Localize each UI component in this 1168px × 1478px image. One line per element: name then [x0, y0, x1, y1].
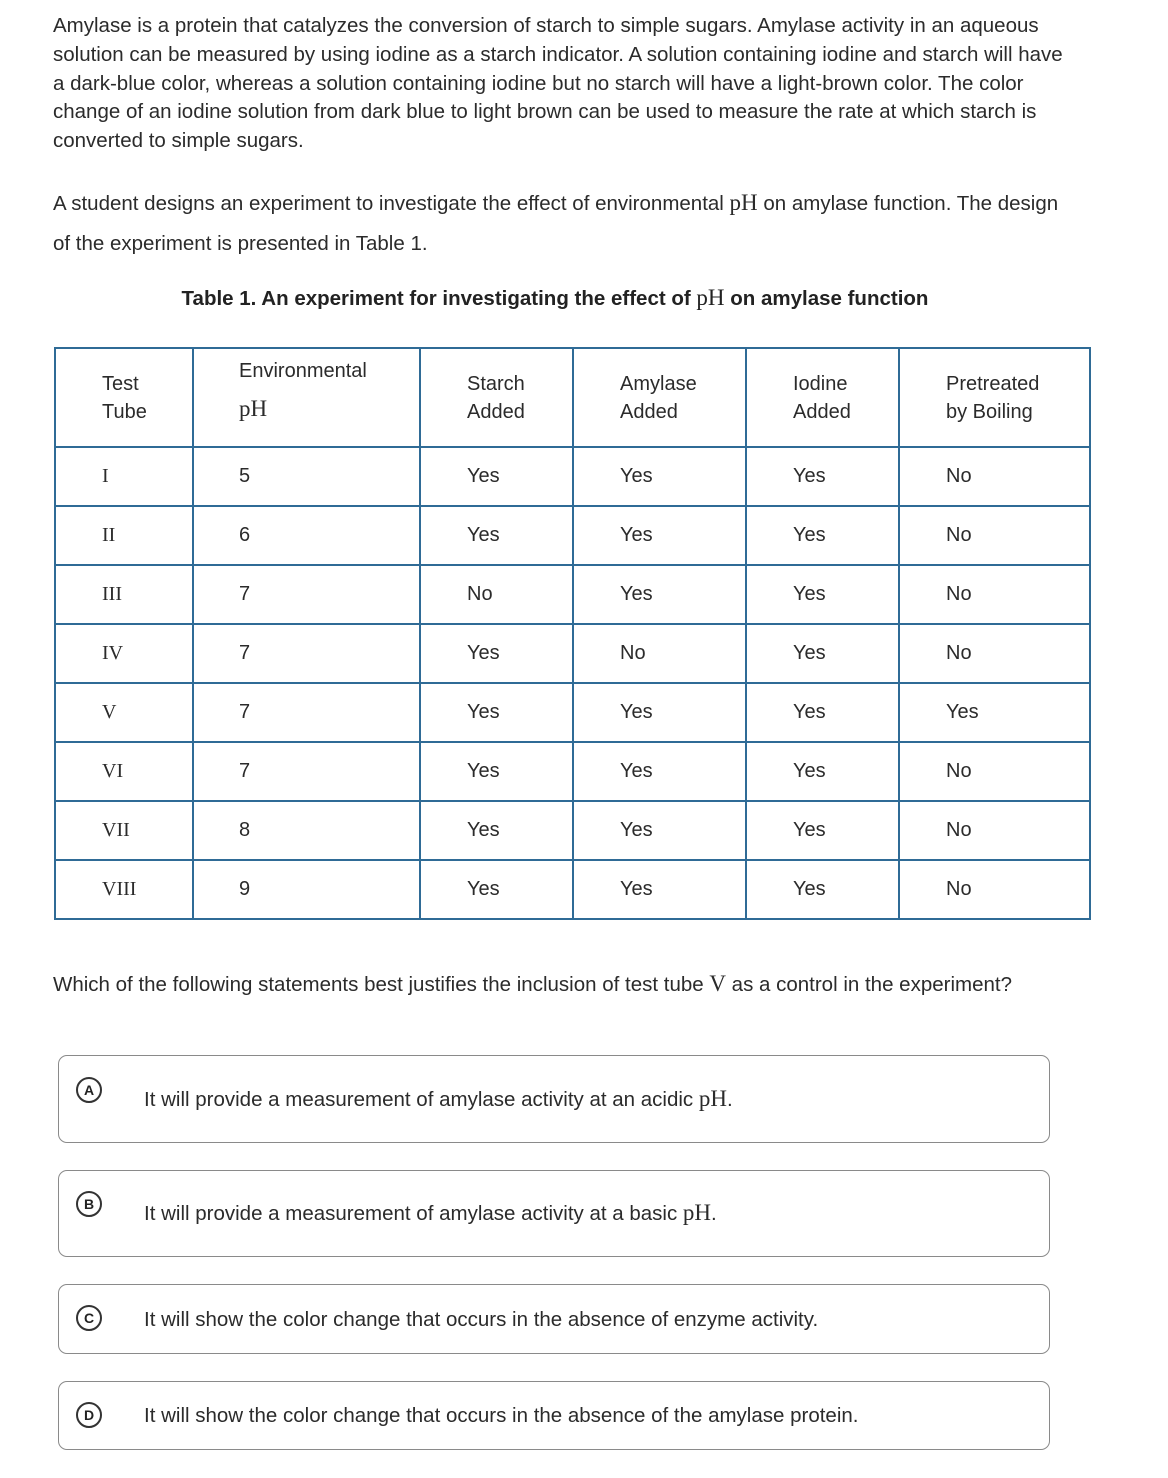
cell-ph: 5: [193, 447, 420, 506]
header-environmental-ph: Environmental pH: [193, 348, 420, 447]
cell-boiled: Yes: [899, 683, 1090, 742]
table-row: [55, 447, 1090, 506]
experiment-table: [54, 347, 1091, 920]
cell-ph: 9: [193, 860, 420, 919]
answer-option-d[interactable]: [58, 1381, 1050, 1450]
header-amylase-added: Amylase Added: [573, 348, 746, 447]
cell-boiled: No: [899, 506, 1090, 565]
cell-iodine: Yes: [746, 683, 899, 742]
cell-starch: Yes: [420, 860, 573, 919]
cell-ph: 7: [193, 683, 420, 742]
cell-tube: VI: [55, 742, 193, 801]
table-title-after: on amylase function: [724, 287, 929, 310]
cell-ph: 7: [193, 565, 420, 624]
table-row: [55, 742, 1090, 801]
question-text-after: as a control in the experiment?: [725, 973, 1012, 996]
cell-amylase: Yes: [573, 565, 746, 624]
cell-boiled: No: [899, 565, 1090, 624]
question-tube-label: V: [709, 971, 726, 996]
table-title-before: Table 1. An experiment for investigating the effect of: [181, 287, 697, 310]
table-row: [55, 683, 1090, 742]
option-letter-badge: C: [76, 1305, 102, 1331]
passage-paragraph-1: Amylase is a protein that catalyzes the conversion of starch to simple sugars. Amylase activity in an aqueous solution can be measured by using iodine as a starch indicator. A solution containing iodine and starch will have a dark-blue color, whereas a solution containing iodine but no starch will have a light-brown color. The color change of an iodine solution from dark blue to light brown can be used to measure the rate at which starch is converted to simple sugars.: [53, 14, 1063, 153]
option-text: It will provide a measurement of amylase activity at an acidic pH.: [144, 1086, 733, 1111]
cell-starch: Yes: [420, 447, 573, 506]
answer-option-a[interactable]: [58, 1055, 1050, 1143]
cell-starch: Yes: [420, 742, 573, 801]
cell-tube: IV: [55, 624, 193, 683]
header-pretreated-by-boiling: Pretreated by Boiling: [899, 348, 1090, 447]
cell-amylase: Yes: [573, 447, 746, 506]
cell-iodine: Yes: [746, 860, 899, 919]
header-test-tube: Test Tube: [55, 348, 193, 447]
cell-iodine: Yes: [746, 624, 899, 683]
cell-tube: II: [55, 506, 193, 565]
cell-amylase: Yes: [573, 860, 746, 919]
table-row: [55, 506, 1090, 565]
cell-tube: VII: [55, 801, 193, 860]
cell-starch: Yes: [420, 506, 573, 565]
cell-tube: I: [55, 447, 193, 506]
cell-amylase: No: [573, 624, 746, 683]
cell-starch: No: [420, 565, 573, 624]
cell-tube: V: [55, 683, 193, 742]
cell-starch: Yes: [420, 683, 573, 742]
cell-ph: 7: [193, 624, 420, 683]
cell-boiled: No: [899, 801, 1090, 860]
cell-boiled: No: [899, 624, 1090, 683]
cell-boiled: No: [899, 742, 1090, 801]
paragraph-2-ph: pH: [729, 190, 758, 215]
header-iodine-added: Iodine Added: [746, 348, 899, 447]
option-text: It will provide a measurement of amylase activity at a basic pH.: [144, 1200, 717, 1225]
cell-iodine: Yes: [746, 801, 899, 860]
answer-option-b[interactable]: [58, 1170, 1050, 1257]
question-stem: [53, 969, 1103, 1000]
option-text: It will show the color change that occurs in the absence of the amylase protein.: [144, 1404, 859, 1427]
cell-iodine: Yes: [746, 565, 899, 624]
table-row: [55, 860, 1090, 919]
option-letter-badge: D: [76, 1402, 102, 1428]
cell-amylase: Yes: [573, 683, 746, 742]
cell-ph: 7: [193, 742, 420, 801]
cell-amylase: Yes: [573, 801, 746, 860]
cell-tube: VIII: [55, 860, 193, 919]
table-title: [0, 283, 1110, 314]
cell-iodine: Yes: [746, 742, 899, 801]
table-row: [55, 565, 1090, 624]
table-row: [55, 801, 1090, 860]
cell-starch: Yes: [420, 624, 573, 683]
table-header-row: [55, 348, 1090, 447]
cell-ph: 8: [193, 801, 420, 860]
cell-starch: Yes: [420, 801, 573, 860]
cell-tube: III: [55, 565, 193, 624]
passage-paragraph-2: [53, 183, 1063, 264]
cell-boiled: No: [899, 860, 1090, 919]
table-row: [55, 624, 1090, 683]
header-starch-added: Starch Added: [420, 348, 573, 447]
option-text: It will show the color change that occurs in the absence of enzyme activity.: [144, 1308, 819, 1331]
paragraph-2-text-after: on amylase function. The design of the experiment is presented in Table 1.: [53, 192, 1059, 255]
answer-option-c[interactable]: [58, 1284, 1050, 1354]
cell-ph: 6: [193, 506, 420, 565]
cell-iodine: Yes: [746, 447, 899, 506]
cell-iodine: Yes: [746, 506, 899, 565]
question-text-before: Which of the following statements best justifies the inclusion of test tube: [53, 973, 710, 996]
paragraph-2-text-before: A student designs an experiment to investigate the effect of environmental: [53, 192, 730, 215]
cell-boiled: No: [899, 447, 1090, 506]
cell-amylase: Yes: [573, 742, 746, 801]
option-letter-badge: A: [76, 1077, 102, 1103]
table-title-ph: pH: [696, 285, 725, 310]
cell-amylase: Yes: [573, 506, 746, 565]
option-letter-badge: B: [76, 1191, 102, 1217]
